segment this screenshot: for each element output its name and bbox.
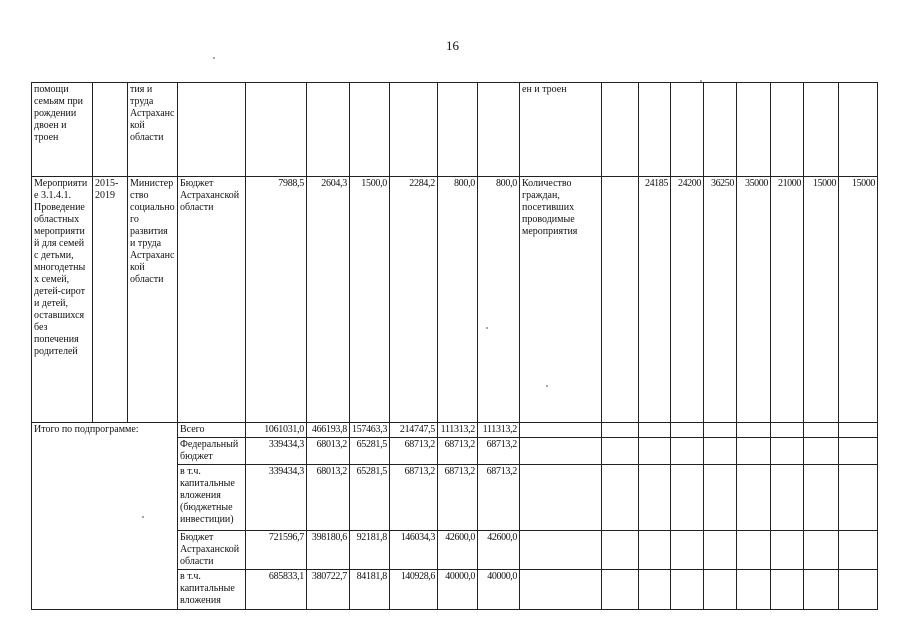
period-cell: 2015-2019 — [93, 177, 128, 423]
target-value: 35000 — [737, 177, 771, 423]
page-number: 16 — [446, 38, 459, 53]
target-value: 21000 — [771, 177, 804, 423]
scan-speck — [546, 385, 548, 387]
source-cell: Федеральный бюджет — [178, 438, 246, 465]
executor-cell: Министерство социального развития и труда Астраханской области — [128, 177, 178, 423]
period-cell — [93, 83, 128, 177]
total-row: в т.ч. капитальные вложения (бюджетные инвестиции) 339434,3 68013,2 65281,5 68713,2 68713,2 68713,2 — [32, 465, 878, 531]
amount-total: 7988,5 — [246, 177, 307, 423]
scan-speck — [486, 327, 488, 329]
target-value: 15000 — [839, 177, 878, 423]
target-value: 24185 — [639, 177, 671, 423]
target-value: 36250 — [704, 177, 737, 423]
total-row: Бюджет Астраханской области 721596,7 398180,6 92181,8 146034,3 42600,0 42600,0 — [32, 531, 878, 570]
source-cell: Бюджет Астраханской области — [178, 531, 246, 570]
total-row: в т.ч. капитальные вложения 685833,1 380722,7 84181,8 140928,6 40000,0 40000,0 — [32, 570, 878, 610]
scan-speck — [700, 80, 702, 82]
source-cell — [178, 83, 246, 177]
target-value: 24200 — [671, 177, 704, 423]
amount-2016: 1500,0 — [350, 177, 390, 423]
indicator-cell: Количество граждан, посетивших проводимые мероприятия — [520, 177, 602, 423]
event-name-cell: помощи семьям при рождении двоен и троен — [32, 83, 93, 177]
scan-speck — [142, 516, 144, 518]
source-cell: в т.ч. капитальные вложения — [178, 570, 246, 610]
executor-cell: тия и труда Астраханской области — [128, 83, 178, 177]
amount-2015: 2604,3 — [307, 177, 350, 423]
source-cell: Всего — [178, 423, 246, 438]
total-row: Итого по подпрограмме: Всего 1061031,0 466193,8 157463,3 214747,5 111313,2 111313,2 — [32, 423, 878, 438]
total-row: Федеральный бюджет 339434,3 68013,2 65281,5 68713,2 68713,2 68713,2 — [32, 438, 878, 465]
indicator-cell: ен и троен — [520, 83, 602, 177]
event-row — [32, 177, 878, 423]
source-cell: Бюджет Астраханской области — [178, 177, 246, 423]
event-name-cell: Мероприятие 3.1.4.1. Проведение областных мероприятий для семей с детьми, многодетных семей, детей-сирот и детей, оставшихся без попечения родителей — [32, 177, 93, 423]
continuation-row — [32, 83, 878, 177]
amount-2017: 2284,2 — [390, 177, 438, 423]
amount-2019: 800,0 — [478, 177, 520, 423]
scan-speck — [213, 57, 215, 59]
program-table — [31, 82, 878, 610]
source-cell: в т.ч. капитальные вложения (бюджетные инвестиции) — [178, 465, 246, 531]
target-value: 15000 — [804, 177, 839, 423]
amount-2018: 800,0 — [438, 177, 478, 423]
total-label: Итого по подпрограмме: — [32, 423, 178, 610]
